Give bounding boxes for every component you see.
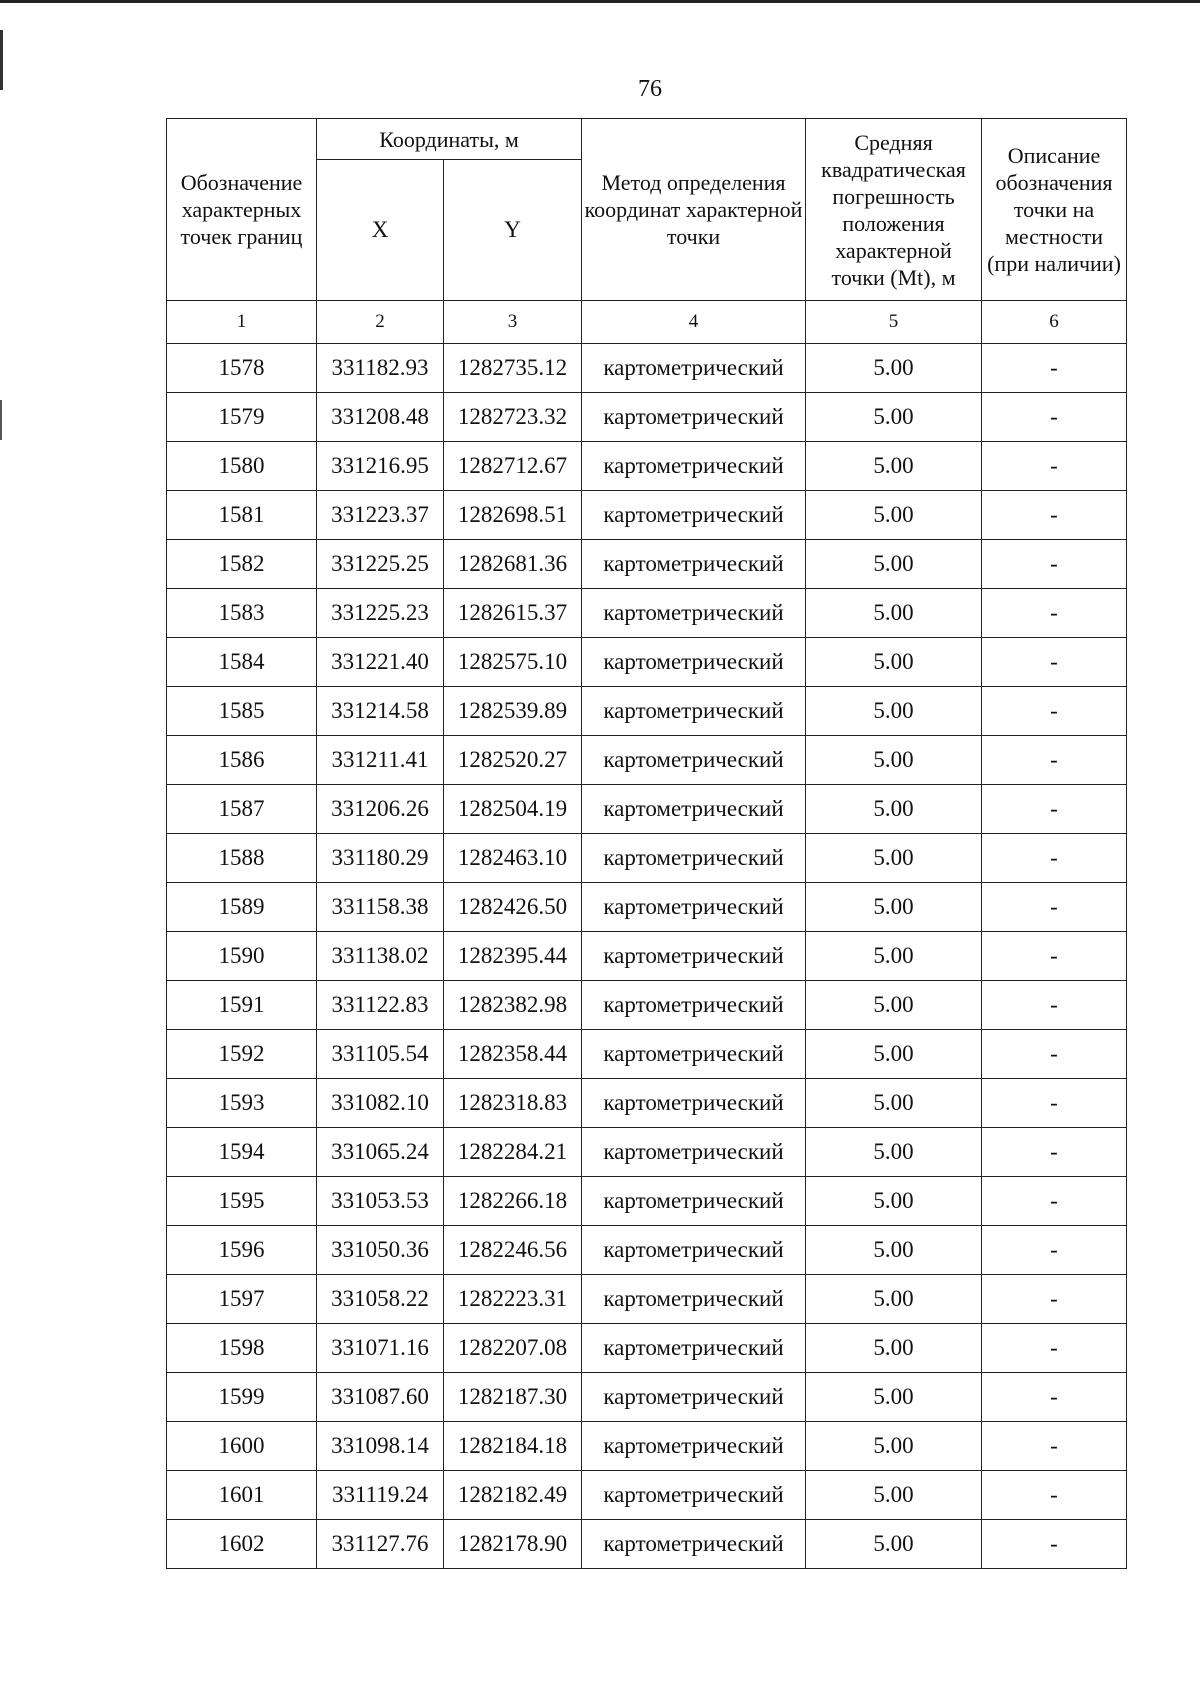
cell-method: картометрический — [582, 491, 806, 540]
table-row — [167, 981, 1127, 1030]
cell-description: - — [982, 1128, 1127, 1177]
cell-point-number: 1589 — [167, 883, 317, 932]
cell-y: 1282712.67 — [444, 442, 582, 491]
table-row — [167, 785, 1127, 834]
cell-description: - — [982, 1030, 1127, 1079]
header-x: X — [317, 160, 444, 301]
cell-y: 1282318.83 — [444, 1079, 582, 1128]
cell-x: 331225.23 — [317, 589, 444, 638]
table-row — [167, 736, 1127, 785]
cell-method: картометрический — [582, 344, 806, 393]
cell-x: 331180.29 — [317, 834, 444, 883]
cell-error: 5.00 — [806, 932, 982, 981]
cell-y: 1282426.50 — [444, 883, 582, 932]
cell-error: 5.00 — [806, 1030, 982, 1079]
cell-error: 5.00 — [806, 1324, 982, 1373]
cell-description: - — [982, 540, 1127, 589]
cell-point-number: 1599 — [167, 1373, 317, 1422]
scan-edge-top — [0, 0, 1200, 3]
cell-method: картометрический — [582, 1030, 806, 1079]
header-method: Метод определения координат характерной точки — [582, 119, 806, 301]
cell-method: картометрический — [582, 1177, 806, 1226]
cell-point-number: 1595 — [167, 1177, 317, 1226]
cell-point-number: 1602 — [167, 1520, 317, 1569]
cell-description: - — [982, 1324, 1127, 1373]
cell-error: 5.00 — [806, 1422, 982, 1471]
cell-point-number: 1582 — [167, 540, 317, 589]
cell-method: картометрический — [582, 883, 806, 932]
table-row — [167, 491, 1127, 540]
cell-error: 5.00 — [806, 1471, 982, 1520]
page-number: 76 — [638, 76, 662, 102]
cell-description: - — [982, 344, 1127, 393]
cell-method: картометрический — [582, 589, 806, 638]
cell-x: 331119.24 — [317, 1471, 444, 1520]
cell-description: - — [982, 491, 1127, 540]
cell-method: картометрический — [582, 834, 806, 883]
table-row — [167, 540, 1127, 589]
header-point-designation: Обозначение характерных точек границ — [167, 119, 317, 301]
cell-error: 5.00 — [806, 883, 982, 932]
cell-error: 5.00 — [806, 344, 982, 393]
cell-x: 331053.53 — [317, 1177, 444, 1226]
cell-error: 5.00 — [806, 393, 982, 442]
table-row — [167, 687, 1127, 736]
table-row — [167, 1226, 1127, 1275]
cell-method: картометрический — [582, 1422, 806, 1471]
header-y: Y — [444, 160, 582, 301]
cell-y: 1282395.44 — [444, 932, 582, 981]
cell-description: - — [982, 1520, 1127, 1569]
cell-y: 1282266.18 — [444, 1177, 582, 1226]
cell-method: картометрический — [582, 1226, 806, 1275]
cell-x: 331082.10 — [317, 1079, 444, 1128]
cell-point-number: 1578 — [167, 344, 317, 393]
column-number: 4 — [582, 301, 806, 344]
cell-x: 331221.40 — [317, 638, 444, 687]
cell-y: 1282615.37 — [444, 589, 582, 638]
cell-x: 331098.14 — [317, 1422, 444, 1471]
table-row — [167, 1471, 1127, 1520]
table-header — [167, 119, 1127, 344]
cell-error: 5.00 — [806, 736, 982, 785]
cell-y: 1282207.08 — [444, 1324, 582, 1373]
cell-error: 5.00 — [806, 1177, 982, 1226]
cell-method: картометрический — [582, 442, 806, 491]
cell-x: 331182.93 — [317, 344, 444, 393]
cell-x: 331105.54 — [317, 1030, 444, 1079]
cell-method: картометрический — [582, 736, 806, 785]
cell-x: 331065.24 — [317, 1128, 444, 1177]
cell-error: 5.00 — [806, 1128, 982, 1177]
table-row — [167, 932, 1127, 981]
cell-y: 1282463.10 — [444, 834, 582, 883]
table-row — [167, 638, 1127, 687]
cell-description: - — [982, 1275, 1127, 1324]
cell-description: - — [982, 1177, 1127, 1226]
cell-y: 1282187.30 — [444, 1373, 582, 1422]
cell-error: 5.00 — [806, 1520, 982, 1569]
cell-x: 331158.38 — [317, 883, 444, 932]
cell-description: - — [982, 834, 1127, 883]
cell-point-number: 1594 — [167, 1128, 317, 1177]
cell-y: 1282382.98 — [444, 981, 582, 1030]
table-row — [167, 1373, 1127, 1422]
cell-y: 1282723.32 — [444, 393, 582, 442]
column-number: 5 — [806, 301, 982, 344]
cell-error: 5.00 — [806, 785, 982, 834]
table-row — [167, 442, 1127, 491]
column-number: 1 — [167, 301, 317, 344]
cell-point-number: 1592 — [167, 1030, 317, 1079]
cell-error: 5.00 — [806, 638, 982, 687]
cell-point-number: 1597 — [167, 1275, 317, 1324]
cell-description: - — [982, 785, 1127, 834]
cell-point-number: 1590 — [167, 932, 317, 981]
cell-point-number: 1580 — [167, 442, 317, 491]
scan-edge-left-lower — [0, 400, 2, 440]
table-row — [167, 393, 1127, 442]
cell-point-number: 1579 — [167, 393, 317, 442]
cell-y: 1282681.36 — [444, 540, 582, 589]
header-description: Описание обозначения точки на местности (при наличии) — [982, 119, 1127, 301]
cell-description: - — [982, 589, 1127, 638]
cell-error: 5.00 — [806, 834, 982, 883]
cell-x: 331122.83 — [317, 981, 444, 1030]
cell-point-number: 1585 — [167, 687, 317, 736]
cell-error: 5.00 — [806, 687, 982, 736]
table-row — [167, 589, 1127, 638]
cell-description: - — [982, 981, 1127, 1030]
cell-method: картометрический — [582, 540, 806, 589]
cell-error: 5.00 — [806, 1079, 982, 1128]
cell-method: картометрический — [582, 1128, 806, 1177]
cell-y: 1282223.31 — [444, 1275, 582, 1324]
cell-method: картометрический — [582, 393, 806, 442]
cell-method: картометрический — [582, 1079, 806, 1128]
cell-description: - — [982, 1471, 1127, 1520]
cell-x: 331214.58 — [317, 687, 444, 736]
cell-description: - — [982, 687, 1127, 736]
cell-error: 5.00 — [806, 1373, 982, 1422]
table-row — [167, 1275, 1127, 1324]
cell-x: 331216.95 — [317, 442, 444, 491]
cell-description: - — [982, 1373, 1127, 1422]
cell-point-number: 1581 — [167, 491, 317, 540]
cell-error: 5.00 — [806, 491, 982, 540]
column-number-row — [167, 301, 1127, 344]
cell-x: 331223.37 — [317, 491, 444, 540]
cell-point-number: 1591 — [167, 981, 317, 1030]
cell-method: картометрический — [582, 932, 806, 981]
coordinates-table — [166, 118, 1127, 1569]
cell-y: 1282735.12 — [444, 344, 582, 393]
cell-description: - — [982, 1226, 1127, 1275]
cell-x: 331087.60 — [317, 1373, 444, 1422]
cell-error: 5.00 — [806, 589, 982, 638]
cell-description: - — [982, 883, 1127, 932]
header-coordinates: Координаты, м — [317, 119, 582, 160]
table-row — [167, 344, 1127, 393]
cell-method: картометрический — [582, 1324, 806, 1373]
cell-y: 1282504.19 — [444, 785, 582, 834]
cell-y: 1282284.21 — [444, 1128, 582, 1177]
cell-x: 331071.16 — [317, 1324, 444, 1373]
table-row — [167, 1520, 1127, 1569]
cell-point-number: 1593 — [167, 1079, 317, 1128]
cell-method: картометрический — [582, 785, 806, 834]
cell-point-number: 1587 — [167, 785, 317, 834]
table-row — [167, 883, 1127, 932]
cell-point-number: 1586 — [167, 736, 317, 785]
cell-x: 331225.25 — [317, 540, 444, 589]
cell-error: 5.00 — [806, 442, 982, 491]
table-row — [167, 834, 1127, 883]
cell-point-number: 1601 — [167, 1471, 317, 1520]
cell-point-number: 1588 — [167, 834, 317, 883]
cell-x: 331058.22 — [317, 1275, 444, 1324]
table-row — [167, 1177, 1127, 1226]
cell-x: 331138.02 — [317, 932, 444, 981]
column-number: 6 — [982, 301, 1127, 344]
table-row — [167, 1030, 1127, 1079]
table-row — [167, 1079, 1127, 1128]
cell-error: 5.00 — [806, 1275, 982, 1324]
cell-description: - — [982, 393, 1127, 442]
cell-error: 5.00 — [806, 981, 982, 1030]
header-mean-square-error: Средняя квадратическая погрешность положения характерной точки (Mt), м — [806, 119, 982, 301]
cell-error: 5.00 — [806, 1226, 982, 1275]
table-body — [167, 344, 1127, 1569]
cell-description: - — [982, 1422, 1127, 1471]
cell-x: 331127.76 — [317, 1520, 444, 1569]
cell-y: 1282575.10 — [444, 638, 582, 687]
cell-x: 331206.26 — [317, 785, 444, 834]
table-row — [167, 1422, 1127, 1471]
cell-method: картометрический — [582, 981, 806, 1030]
cell-y: 1282184.18 — [444, 1422, 582, 1471]
cell-y: 1282182.49 — [444, 1471, 582, 1520]
cell-description: - — [982, 736, 1127, 785]
cell-x: 331208.48 — [317, 393, 444, 442]
cell-description: - — [982, 932, 1127, 981]
cell-error: 5.00 — [806, 540, 982, 589]
table-row — [167, 1324, 1127, 1373]
cell-description: - — [982, 442, 1127, 491]
cell-x: 331050.36 — [317, 1226, 444, 1275]
cell-point-number: 1583 — [167, 589, 317, 638]
cell-y: 1282246.56 — [444, 1226, 582, 1275]
cell-y: 1282178.90 — [444, 1520, 582, 1569]
cell-y: 1282520.27 — [444, 736, 582, 785]
cell-method: картометрический — [582, 638, 806, 687]
cell-point-number: 1596 — [167, 1226, 317, 1275]
cell-x: 331211.41 — [317, 736, 444, 785]
cell-description: - — [982, 1079, 1127, 1128]
column-number: 3 — [444, 301, 582, 344]
cell-method: картометрический — [582, 1275, 806, 1324]
cell-point-number: 1600 — [167, 1422, 317, 1471]
cell-y: 1282698.51 — [444, 491, 582, 540]
cell-point-number: 1584 — [167, 638, 317, 687]
cell-method: картометрический — [582, 1373, 806, 1422]
cell-method: картометрический — [582, 1471, 806, 1520]
cell-method: картометрический — [582, 687, 806, 736]
cell-y: 1282358.44 — [444, 1030, 582, 1079]
cell-description: - — [982, 638, 1127, 687]
cell-method: картометрический — [582, 1520, 806, 1569]
column-number: 2 — [317, 301, 444, 344]
table-row — [167, 1128, 1127, 1177]
cell-point-number: 1598 — [167, 1324, 317, 1373]
cell-y: 1282539.89 — [444, 687, 582, 736]
